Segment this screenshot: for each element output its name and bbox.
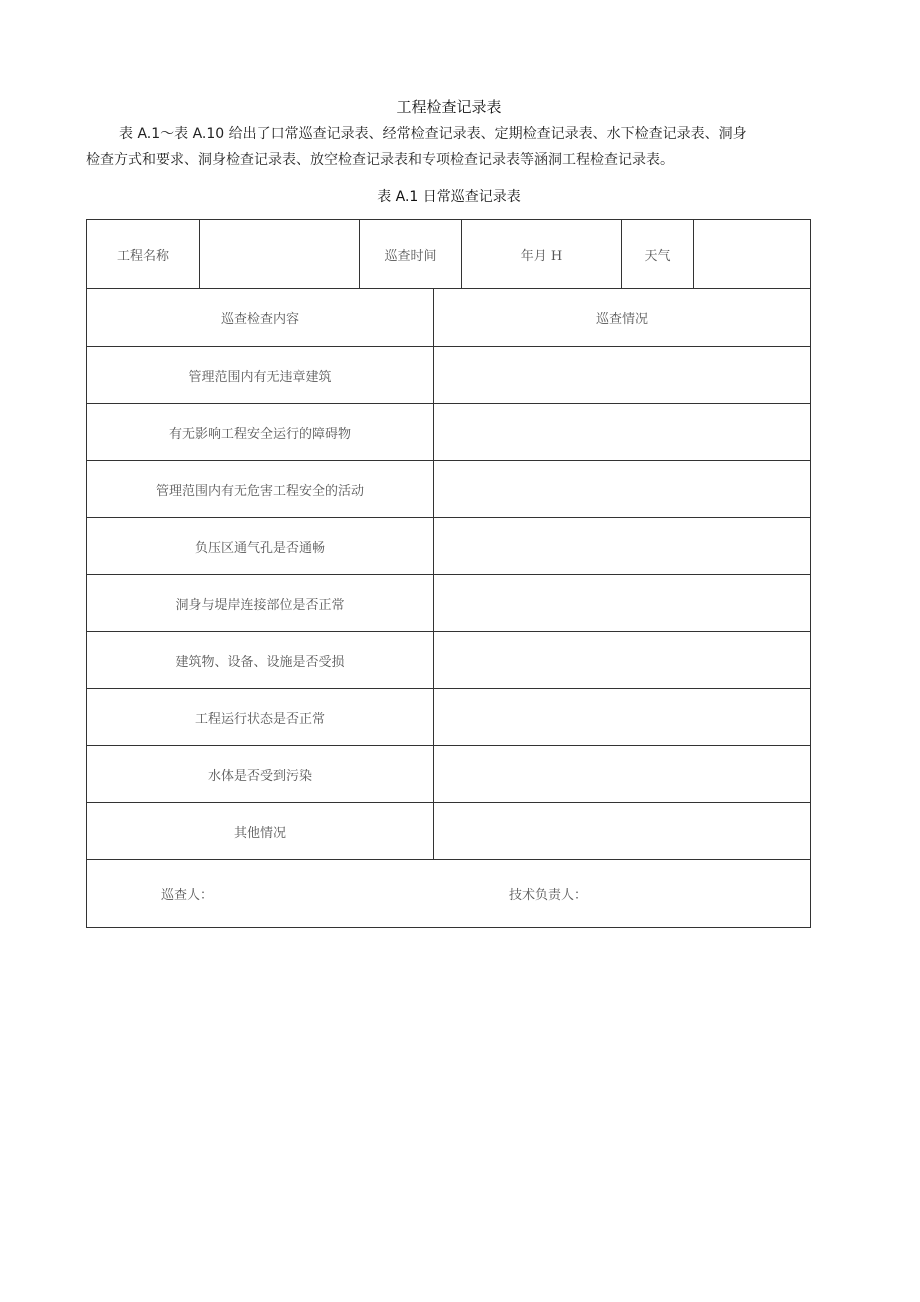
- inspection-result-field[interactable]: [433, 689, 810, 745]
- intro-line-1: 表 A.1〜表 A.10 给出了口常巡查记录表、经常检查记录表、定期检查记录表、水下检查记录表、洞身: [119, 126, 747, 142]
- table-row: [87, 517, 810, 574]
- date-field[interactable]: 年月 H: [461, 220, 621, 288]
- inspection-item: 负压区通气孔是否通畅: [194, 540, 325, 556]
- inspection-item: 有无影响工程安全运行的障碍物: [168, 426, 351, 442]
- inspection-item: 洞身与堤岸连接部位是否正常: [175, 597, 345, 613]
- inspection-item: 建筑物、设备、设施是否受损: [175, 654, 345, 670]
- table-row: [87, 346, 810, 403]
- inspection-result-field[interactable]: [433, 461, 810, 517]
- inspection-item: 管理范围内有无违章建筑: [188, 369, 332, 385]
- inspection-result-field[interactable]: [433, 575, 810, 631]
- inspection-item: 水体是否受到污染: [207, 768, 312, 784]
- table-row: [87, 688, 810, 745]
- inspection-result-field[interactable]: [433, 347, 810, 403]
- table-row: [87, 802, 810, 859]
- inspection-result-field[interactable]: [433, 632, 810, 688]
- intro-line-2: 检查方式和要求、洞身检查记录表、放空检查记录表和专项检查记录表等涵洞工程检查记录表。: [86, 152, 674, 168]
- inspection-item: 管理范围内有无危害工程安全的活动: [155, 483, 364, 499]
- inspection-item: 其他情况: [233, 825, 286, 841]
- project-name-label: 工程名称: [116, 248, 169, 264]
- document-title: 工程检查记录表: [396, 98, 502, 116]
- inspection-time-label: 巡查时间: [359, 220, 461, 288]
- table-caption: 表 A.1 日常巡查记录表: [377, 189, 521, 205]
- column-header-status: 巡查情况: [433, 289, 810, 346]
- table-header-row: [87, 220, 810, 288]
- column-header-row: [87, 288, 810, 346]
- table-row: [87, 745, 810, 802]
- signature-row: [87, 859, 810, 927]
- inspection-item: 工程运行状态是否正常: [194, 711, 325, 727]
- intro-paragraph: [86, 121, 816, 173]
- table-row: [87, 631, 810, 688]
- inspector-signature-label[interactable]: 巡查人：: [161, 888, 214, 903]
- inspection-result-field[interactable]: [433, 518, 810, 574]
- weather-field[interactable]: [693, 220, 810, 288]
- weather-label: 天气: [621, 220, 693, 288]
- tech-lead-signature-label[interactable]: 技术负责人：: [509, 888, 588, 903]
- inspection-result-field[interactable]: [433, 803, 810, 859]
- table-row: [87, 403, 810, 460]
- inspection-result-field[interactable]: [433, 404, 810, 460]
- project-name-field[interactable]: [199, 220, 359, 288]
- inspection-result-field[interactable]: [433, 746, 810, 802]
- daily-inspection-table: [86, 219, 811, 928]
- column-header-content: 巡查检查内容: [220, 312, 299, 327]
- table-row: [87, 574, 810, 631]
- table-row: [87, 460, 810, 517]
